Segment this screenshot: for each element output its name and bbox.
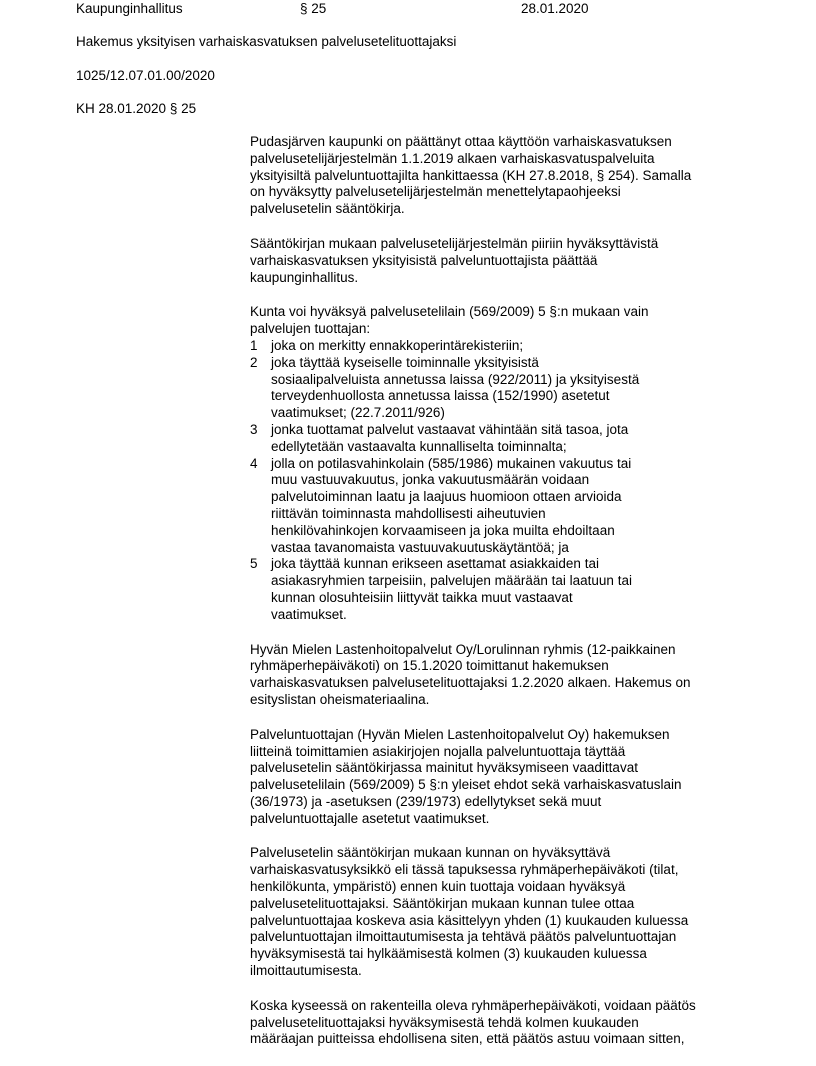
paragraph-line: varhaiskasvatuksen palvelusetelituottajaksi 1.2.2020 alkaen. Hakemus on bbox=[250, 675, 691, 691]
criteria-number: 1 bbox=[250, 337, 258, 353]
criteria-line: vastaa tavanomaista vastuuvakuutuskäytäntöä; ja bbox=[271, 539, 569, 555]
criteria-line: henkilövahinkojen korvaamiseen ja joka muilta ehdoiltaan bbox=[271, 522, 615, 538]
header-section: § 25 bbox=[300, 1, 327, 16]
criteria-line: jolla on potilasvahinkolain (585/1986) mukainen vakuutus tai bbox=[271, 455, 632, 471]
criteria-line: palvelutoiminnan laatu ja laajuus huomioon ottaen arvioida bbox=[271, 489, 622, 505]
criteria-list bbox=[250, 338, 740, 624]
paragraph-line: Pudasjärven kaupunki on päättänyt ottaa käyttöön varhaiskasvatuksen bbox=[250, 134, 672, 149]
criteria-item bbox=[250, 556, 740, 623]
criteria-line: joka on merkitty ennakkoperintärekisteriin; bbox=[271, 337, 524, 353]
paragraph-line: (36/1973) ja -asetuksen (239/1973) edellytykset sekä muut bbox=[250, 793, 602, 809]
criteria-line: jonka tuottamat palvelut vastaavat vähintään sitä tasoa, jota bbox=[271, 421, 629, 437]
paragraph-line: palveluntuottajan ilmoittautumisesta ja tehtävä päätös palveluntuottajan bbox=[250, 929, 677, 945]
criteria-line: riittävän toiminnasta mahdollisesti aiheutuvien bbox=[271, 505, 546, 521]
paragraph bbox=[250, 998, 740, 1048]
paragraph-line: henkilökunta, ympäristö) ennen kuin tuottaja voidaan hyväksyä bbox=[250, 879, 626, 895]
criteria-item bbox=[250, 338, 740, 355]
document-header bbox=[0, 0, 816, 20]
paragraph bbox=[250, 642, 740, 709]
paragraph-line: palvelujen tuottajan: bbox=[250, 321, 371, 337]
criteria-line: vaatimukset. bbox=[271, 606, 347, 622]
paragraph bbox=[250, 134, 740, 218]
criteria-item bbox=[250, 456, 740, 557]
paragraph-line: liitteinä toimittamien asiakirjojen nojalla palveluntuottaja täyttää bbox=[250, 743, 626, 759]
criteria-number: 5 bbox=[250, 556, 258, 572]
paragraph-line: Koska kyseessä on rakenteilla oleva ryhmäperhepäiväkoti, voidaan päätös bbox=[250, 997, 696, 1013]
criteria-line: joka täyttää kyseiselle toiminnalle yksityisistä bbox=[271, 354, 539, 370]
intro-paragraphs bbox=[250, 134, 740, 338]
paragraph bbox=[250, 304, 740, 338]
criteria-line: vaatimukset; (22.7.2011/926) bbox=[271, 405, 445, 421]
document-title: Hakemus yksityisen varhaiskasvatuksen palvelusetelituottajaksi bbox=[76, 34, 457, 49]
criteria-number: 3 bbox=[250, 421, 258, 437]
paragraph-line: määräajan puitteissa ehdollisena siten, että päätös astuu voimaan sitten, bbox=[250, 1031, 685, 1047]
criteria-line: sosiaalipalveluista annetussa laissa (922/2011) ja yksityisestä bbox=[271, 371, 640, 387]
paragraph-line: Palveluntuottajan (Hyvän Mielen Lastenhoitopalvelut Oy) hakemuksen bbox=[250, 726, 670, 742]
paragraph-line: Sääntökirjan mukaan palvelusetelijärjestelmän piiriin hyväksyttävistä bbox=[250, 235, 659, 251]
paragraph-line: varhaiskasvatusyksikkö eli tässä tapuksessa ryhmäperhepäiväkoti (tilat, bbox=[250, 862, 679, 878]
paragraph-line: palvelusetelijärjestelmän 1.1.2019 alkaen varhaiskasvatuspalveluita bbox=[250, 150, 655, 166]
paragraph-line: on hyväksytty palvelusetelijärjestelmän menettelytapaohjeeksi bbox=[250, 184, 621, 200]
diary-number: 1025/12.07.01.00/2020 bbox=[76, 68, 215, 83]
criteria-line: muu vastuuvakuutus, jonka vakuutusmäärän voidaan bbox=[271, 472, 590, 488]
criteria-item bbox=[250, 355, 740, 422]
criteria-line: joka täyttää kunnan erikseen asettamat asiakkaiden tai bbox=[271, 556, 599, 572]
meeting-reference: KH 28.01.2020 § 25 bbox=[76, 101, 197, 116]
paragraph-line: varhaiskasvatuksen yksityisistä palveluntuottajista päättää bbox=[250, 252, 598, 268]
header-date: 28.01.2020 bbox=[521, 1, 589, 16]
paragraph-line: yksityisiltä palveluntuottajilta hankittaessa (KH 27.8.2018, § 254). Samalla bbox=[250, 167, 692, 183]
paragraph-line: palvelusetelituottajaksi. Sääntökirjan mukaan kunnan tulee ottaa bbox=[250, 895, 635, 911]
paragraph-line: Palvelusetelin sääntökirjan mukaan kunnan on hyväksyttävä bbox=[250, 845, 611, 861]
paragraph-line: palveluntuottajalle asetetut vaatimukset. bbox=[250, 810, 490, 826]
criteria-number: 4 bbox=[250, 455, 258, 471]
criteria-item bbox=[250, 422, 740, 456]
paragraph-line: kaupunginhallitus. bbox=[250, 269, 359, 285]
paragraph-line: ryhmäperhepäiväkoti) on 15.1.2020 toimittanut hakemuksen bbox=[250, 658, 609, 674]
paragraph-line: palvelusetelituottajaksi hyväksymisestä tehdä kolmen kuukauden bbox=[250, 1014, 639, 1030]
paragraph-line: Kunta voi hyväksyä palvelusetelilain (569/2009) 5 §:n mukaan vain bbox=[250, 304, 649, 320]
paragraph-line: palvelusetelin sääntökirjassa mainitut hyväksymiseen vaadittavat bbox=[250, 760, 638, 776]
paragraph-line: Hyvän Mielen Lastenhoitopalvelut Oy/Lorulinnan ryhmis (12-paikkainen bbox=[250, 641, 676, 657]
paragraph-line: palveluntuottajaa koskeva asia käsittelyyn yhden (1) kuukauden kuluessa bbox=[250, 912, 689, 928]
paragraph bbox=[250, 727, 740, 828]
paragraph-line: hyväksymisestä tai hylkäämisestä kolmen (3) kuukauden kuluessa bbox=[250, 946, 647, 962]
criteria-line: asiakasryhmien tarpeisiin, palvelujen määrään tai laatuun tai bbox=[271, 573, 632, 589]
criteria-line: kunnan olosuhteisiin liittyvät taikka muut vastaavat bbox=[271, 589, 573, 605]
paragraph bbox=[250, 845, 740, 979]
criteria-number: 2 bbox=[250, 354, 258, 370]
document-body bbox=[250, 134, 740, 1066]
paragraph-line: palvelusetelin sääntökirja. bbox=[250, 201, 405, 217]
criteria-line: terveydenhuollosta annetussa laissa (152/1990) asetetut bbox=[271, 388, 610, 404]
body-paragraphs bbox=[250, 642, 740, 1049]
paragraph-line: ilmoittautumisesta. bbox=[250, 963, 362, 979]
paragraph-line: palvelusetelilain (569/2009) 5 §:n yleiset ehdot sekä varhaiskasvatuslain bbox=[250, 777, 682, 793]
paragraph-line: esityslistan oheismateriaalina. bbox=[250, 691, 430, 707]
header-organ: Kaupunginhallitus bbox=[76, 1, 183, 16]
criteria-line: edellytetään vastaavalta kunnalliselta toiminnalta; bbox=[271, 438, 567, 454]
paragraph bbox=[250, 236, 740, 286]
